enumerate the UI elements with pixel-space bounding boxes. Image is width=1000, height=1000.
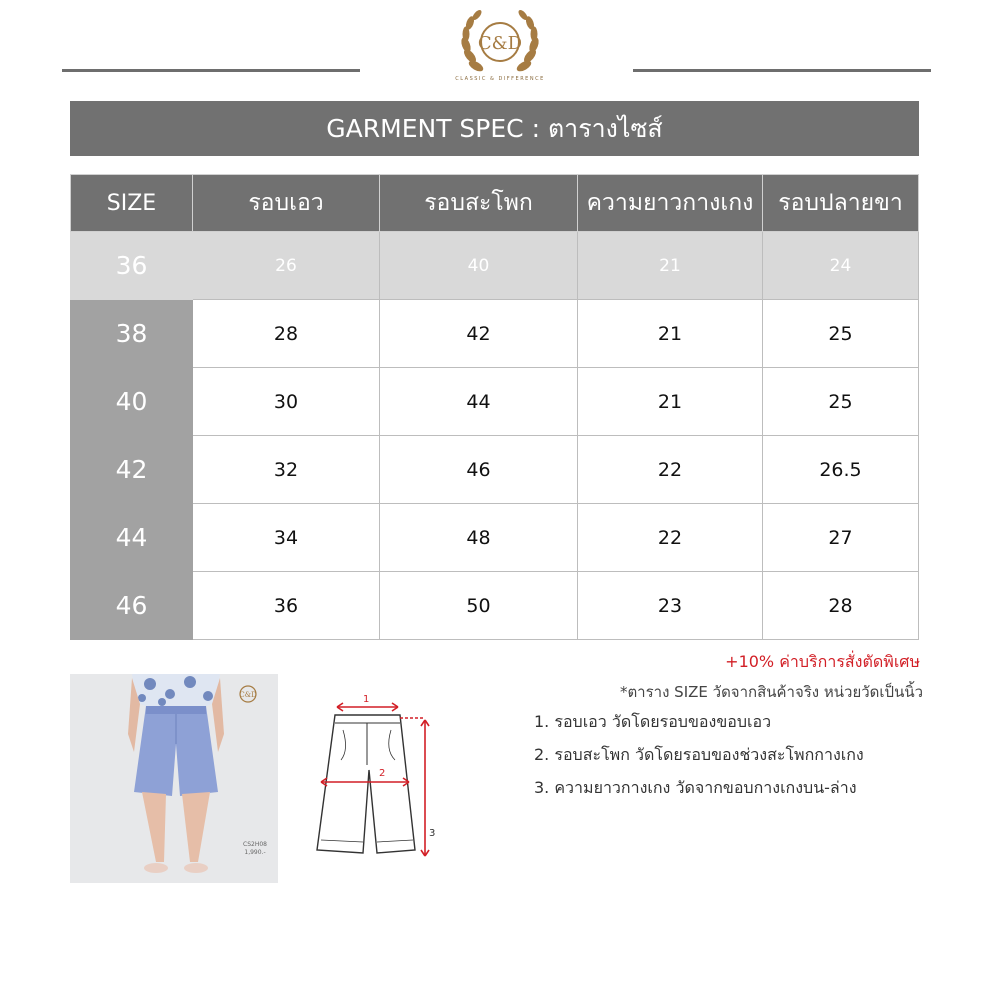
waist-cell: 32 — [193, 436, 380, 504]
table-row — [71, 572, 919, 640]
header-leg-opening: รอบปลายขา — [763, 175, 919, 232]
header-size: SIZE — [71, 175, 193, 232]
table-row — [71, 232, 919, 300]
size-cell: 46 — [71, 572, 193, 640]
leg-opening-cell: 25 — [763, 300, 919, 368]
leg-opening-cell: 26.5 — [763, 436, 919, 504]
header-length: ความยาวกางเกง — [578, 175, 763, 232]
model-illustration — [70, 674, 278, 883]
measurement-steps — [534, 711, 864, 810]
label-2: 2 — [379, 768, 386, 779]
measure-unit-note: *ตาราง SIZE วัดจากสินค้าจริง หน่วยวัดเป็นนิ้ว — [619, 683, 923, 701]
size-cell: 38 — [71, 300, 193, 368]
header-divider-left — [62, 69, 360, 72]
waist-cell: 36 — [193, 572, 380, 640]
photo-tag-price: 1,990.- — [244, 849, 266, 856]
table-row — [71, 436, 919, 504]
waist-cell: 26 — [193, 232, 380, 300]
length-cell: 22 — [578, 504, 763, 572]
header-hip: รอบสะโพก — [380, 175, 578, 232]
length-cell: 21 — [578, 300, 763, 368]
length-cell: 21 — [578, 232, 763, 300]
photo-logo: C&D — [239, 691, 257, 699]
laurel-logo-icon — [452, 6, 548, 86]
hip-cell: 42 — [380, 300, 578, 368]
length-cell: 21 — [578, 368, 763, 436]
hip-cell: 44 — [380, 368, 578, 436]
hip-cell: 50 — [380, 572, 578, 640]
shorts-measurement-diagram — [305, 690, 455, 870]
leg-opening-cell: 27 — [763, 504, 919, 572]
hip-cell: 46 — [380, 436, 578, 504]
custom-fee-note: +10% ค่าบริการสั่งตัดพิเศษ — [725, 652, 920, 671]
brand-tagline: CLASSIC & DIFFERENCE — [455, 76, 545, 82]
logo-monogram: C&D — [477, 33, 523, 54]
leg-opening-cell: 28 — [763, 572, 919, 640]
waist-cell: 30 — [193, 368, 380, 436]
leg-opening-cell: 24 — [763, 232, 919, 300]
page-title: GARMENT SPEC : ตารางไซส์ — [70, 101, 919, 156]
label-3: 3 — [429, 828, 436, 839]
size-cell: 42 — [71, 436, 193, 504]
product-photo — [70, 674, 278, 883]
hip-cell: 48 — [380, 504, 578, 572]
table-row — [71, 368, 919, 436]
list-item: 3. ความยาวกางเกง วัดจากขอบกางเกงบน-ล่าง — [534, 778, 857, 797]
leg-opening-cell: 25 — [763, 368, 919, 436]
label-1: 1 — [363, 694, 370, 705]
size-spec-table — [70, 174, 919, 640]
size-cell: 40 — [71, 368, 193, 436]
header-waist: รอบเอว — [193, 175, 380, 232]
size-cell: 44 — [71, 504, 193, 572]
header-divider-right — [633, 69, 931, 72]
list-item: 2. รอบสะโพก วัดโดยรอบของช่วงสะโพกกางเกง — [534, 745, 864, 764]
waist-cell: 34 — [193, 504, 380, 572]
table-row — [71, 300, 919, 368]
waist-cell: 28 — [193, 300, 380, 368]
list-item: 1. รอบเอว วัดโดยรอบของขอบเอว — [534, 712, 772, 731]
hip-cell: 40 — [380, 232, 578, 300]
length-cell: 22 — [578, 436, 763, 504]
size-cell: 36 — [71, 232, 193, 300]
table-header-row — [71, 175, 919, 232]
table-row — [71, 504, 919, 572]
length-cell: 23 — [578, 572, 763, 640]
photo-tag-code: CS2H08 — [243, 841, 267, 848]
